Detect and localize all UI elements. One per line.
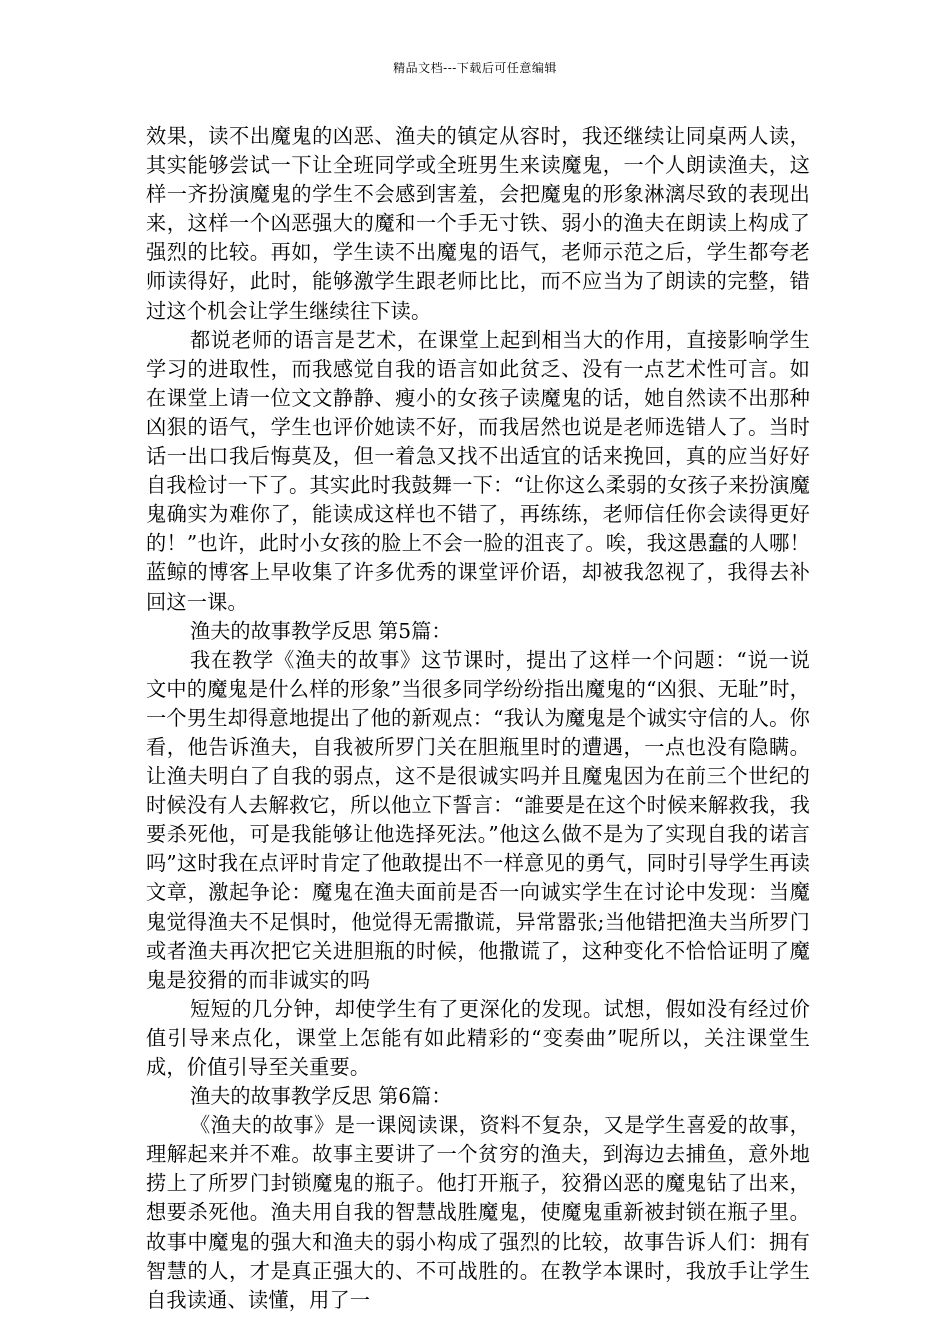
paragraph-5: 《渔夫的故事》是一课阅读课，资料不复杂，又是学生喜爱的故事，理解起来并不难。故事主要讲了一个贫穷的渔夫，到海边去捕鱼，意外地捞上了所罗门封锁魔鬼的瓶子。他打开瓶子，狡猾凶恶的魔鬼钻了出来，想要杀死他。渔夫用自我的智慧战胜魔鬼，使魔鬼重新被封锁在瓶子里。故事中魔鬼的强大和渔夫的弱小构成了强烈的比较，故事告诉人们：拥有智慧的人，才是真正强大的、不可战胜的。在教学本课时，我放手让学生自我读通、读懂，用了一 — [146, 1113, 810, 1312]
paragraph-4: 短短的几分钟，却使学生有了更深化的发现。试想，假如没有经过价值引导来点化，课堂上怎能有如此精彩的“变奏曲”呢所以，关注课堂生成，价值引导至关重要。 — [146, 996, 810, 1079]
section-title-5: 渔夫的故事教学反思 第5篇： — [190, 618, 452, 643]
paragraph-1: 效果，读不出魔鬼的凶恶、渔夫的镇定从容时，我还继续让同桌两人读，其实能够尝试一下让全班同学或全班男生来读魔鬼，一个人朗读渔夫，这样一齐扮演魔鬼的学生不会感到害羞，会把魔鬼的形象淋漓尽致的表现出来，这样一个凶恶强大的魔和一个手无寸铁、弱小的渔夫在朗读上构成了强烈的比较。再如，学生读不出魔鬼的语气，老师示范之后，学生都夸老师读得好，此时，能够激学生跟老师比比，而不应当为了朗读的完整，错过这个机会让学生继续往下读。 — [146, 124, 810, 323]
paragraph-2: 都说老师的语言是艺术，在课堂上起到相当大的作用，直接影响学生学习的进取性，而我感觉自我的语言如此贫乏、没有一点艺术性可言。如在课堂上请一位文文静静、瘦小的女孩子读魔鬼的话，她自然读不出那种凶狠的语气，学生也评价她读不好，而我居然也说是老师选错人了。当时话一出口我后悔莫及，但一着急又找不出适宜的话来挽回，真的应当好好自我检讨一下了。其实此时我鼓舞一下：“让你这么柔弱的女孩子来扮演魔鬼确实为难你了，能读成这样也不错了，再练练，老师信任你会读得更好的！”也许，此时小女孩的脸上不会一脸的沮丧了。唉，我这愚蠢的人哪！蓝鲸的博客上早收集了许多优秀的课堂评价语，却被我忽视了，我得去补回这一课。 — [146, 327, 810, 614]
section-title-6: 渔夫的故事教学反思 第6篇： — [190, 1084, 452, 1109]
page-header: 精品文档---下载后可任意编辑 — [393, 61, 557, 75]
paragraph-3: 我在教学《渔夫的故事》这节课时，提出了这样一个问题：“说一说文中的魔鬼是什么样的形象”当很多同学纷纷指出魔鬼的“凶狠、无耻”时，一个男生却得意地提出了他的新观点：“我认为魔鬼是个诚实守信的人。你看，他告诉渔夫，自我被所罗门关在胆瓶里时的遭遇，一点也没有隐瞒。让渔夫明白了自我的弱点，这不是很诚实吗并且魔鬼因为在前三个世纪的时候没有人去解救它，所以他立下誓言：“誰要是在这个时候来解救我，我要杀死他，可是我能够让他选择死法。”他这么做不是为了实现自我的诺言吗”这时我在点评时肯定了他敢提出不一样意见的勇气，同时引导学生再读文章，激起争论：魔鬼在渔夫面前是否一向诚实学生在讨论中发现：当魔鬼觉得渔夫不足惧时，他觉得无需撒谎，异常嚣张;当他错把渔夫当所罗门或者渔夫再次把它关进胆瓶的时候，他撒谎了，这种变化不恰恰证明了魔鬼是狡猾的而非诚实的吗 — [146, 647, 810, 992]
document-body — [146, 122, 810, 1315]
